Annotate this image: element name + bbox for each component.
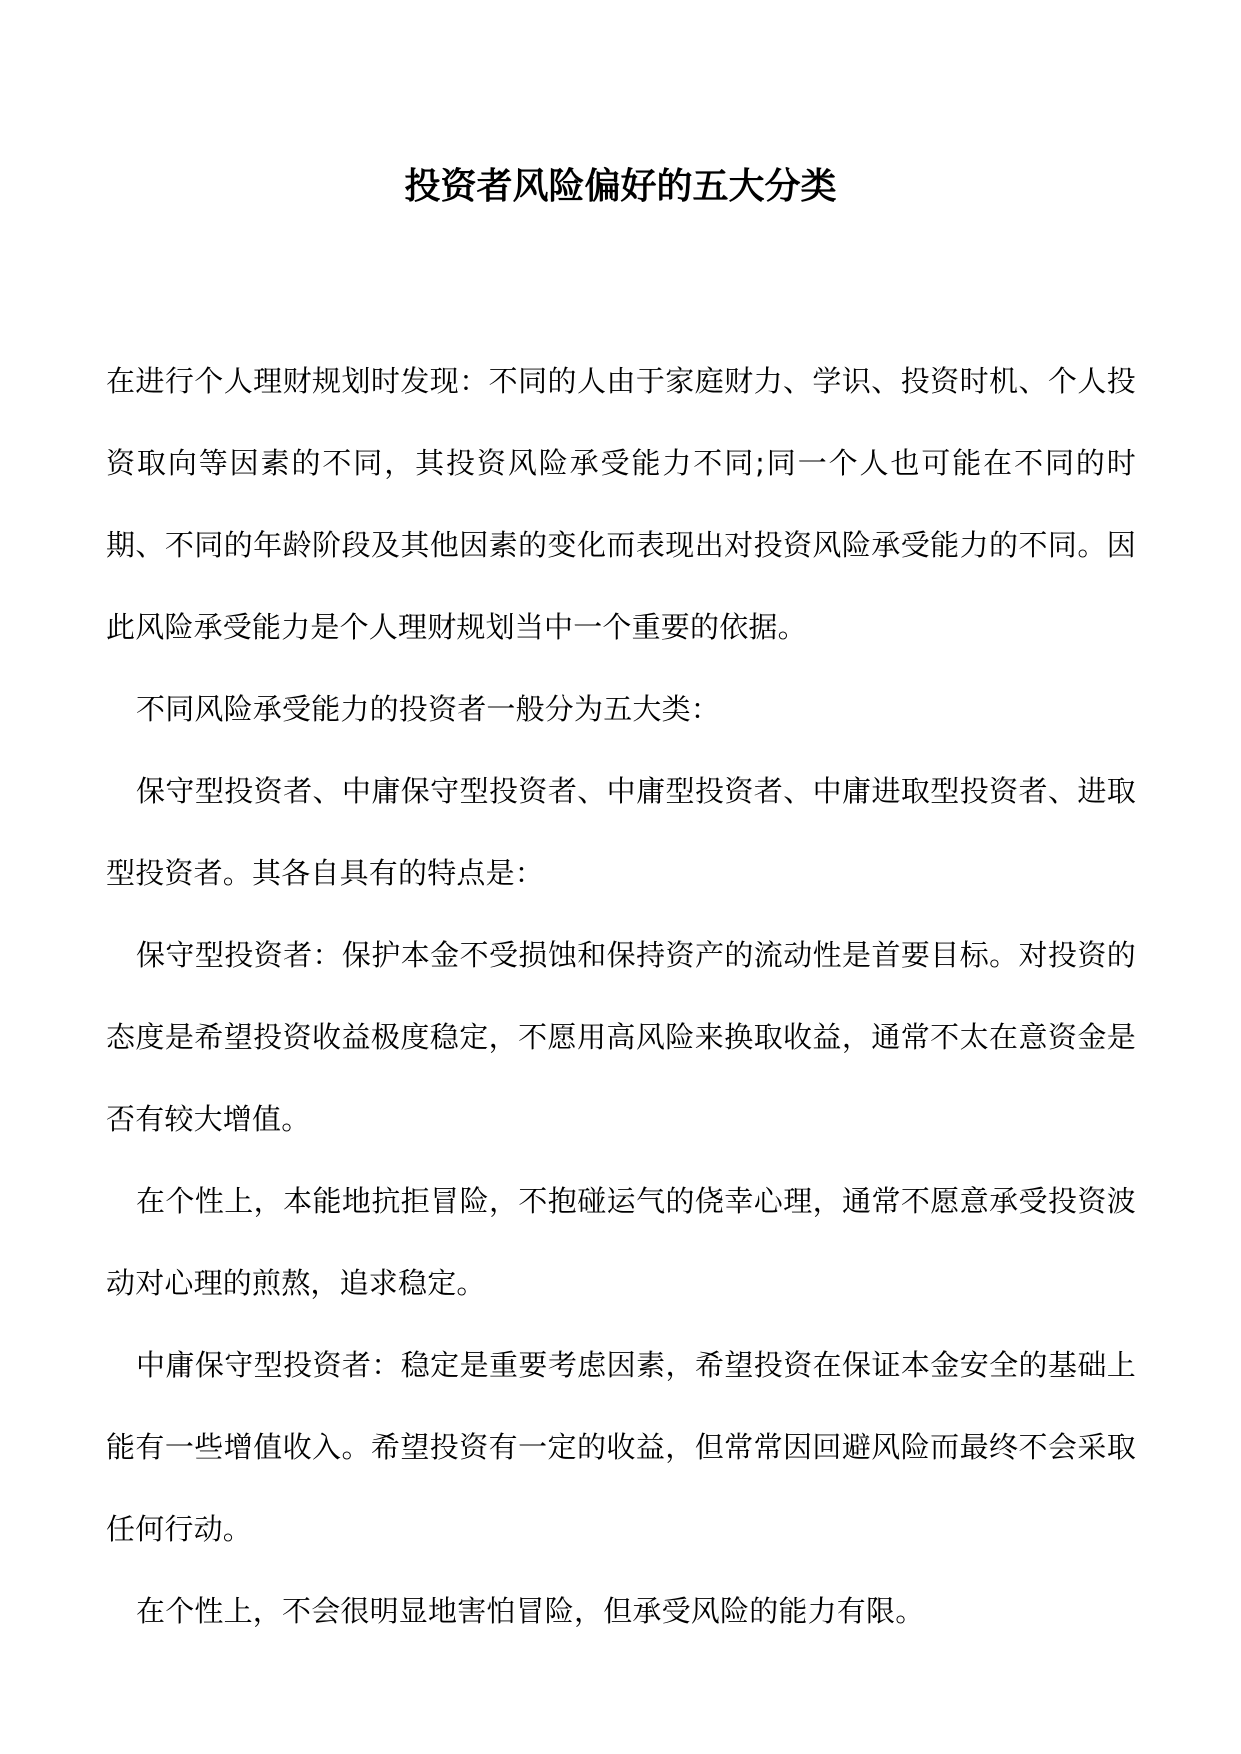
paragraph-conservative: 保守型投资者：保护本金不受损蚀和保持资产的流动性是首要目标。对投资的态度是希望投资收益极度稳定，不愿用高风险来换取收益，通常不太在意资金是否有较大增值。 — [106, 938, 1136, 1136]
paragraph-moderately-conservative: 中庸保守型投资者：稳定是重要考虑因素，希望投资在保证本金安全的基础上能有一些增值收入。希望投资有一定的收益，但常常因回避风险而最终不会采取任何行动。 — [106, 1348, 1136, 1546]
paragraph-intro: 在进行个人理财规划时发现：不同的人由于家庭财力、学识、投资时机、个人投资取向等因素的不同，其投资风险承受能力不同;同一个人也可能在不同的时期、不同的年龄阶段及其他因素的变化而表现出对投资风险承受能力的不同。因此风险承受能力是个人理财规划当中一个重要的依据。 — [106, 364, 1136, 644]
paragraph-conservative-personality: 在个性上，本能地抗拒冒险，不抱碰运气的侥幸心理，通常不愿意承受投资波动对心理的煎熬，追求稳定。 — [106, 1184, 1136, 1300]
document-title: 投资者风险偏好的五大分类 — [404, 165, 837, 207]
paragraph-moderately-conservative-personality: 在个性上，不会很明显地害怕冒险，但承受风险的能力有限。 — [136, 1594, 925, 1628]
paragraph-type-list: 保守型投资者、中庸保守型投资者、中庸型投资者、中庸进取型投资者、进取型投资者。其各自具有的特点是： — [106, 774, 1136, 890]
paragraph-five-types: 不同风险承受能力的投资者一般分为五大类： — [136, 692, 721, 726]
document-body — [106, 340, 1136, 1652]
